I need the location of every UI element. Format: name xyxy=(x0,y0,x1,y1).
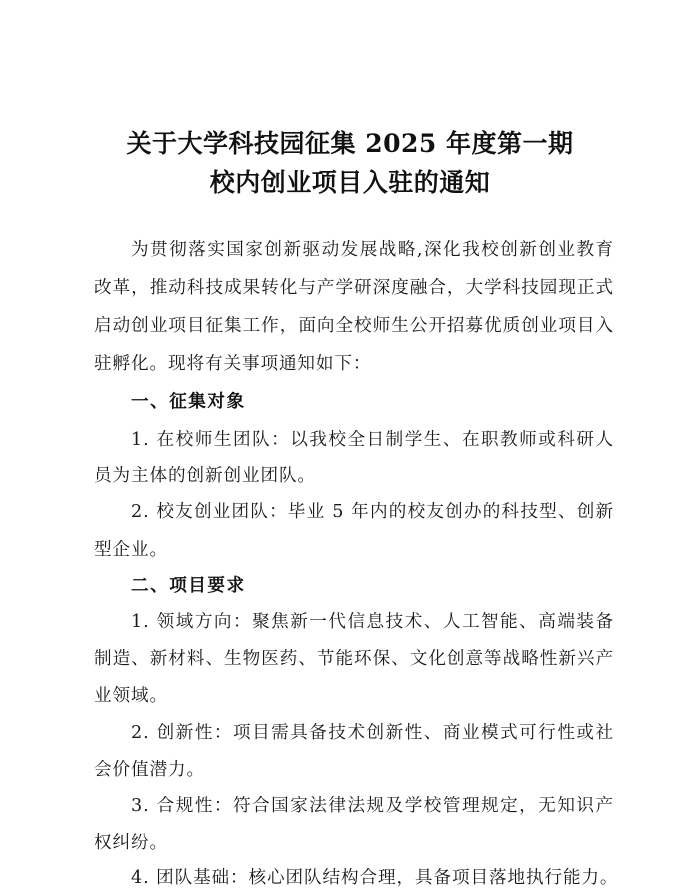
section1-item2-line-1: 2. 校友创业团队：毕业 5 年内的校友创办的科技型、创新 xyxy=(131,502,614,522)
intro-line-3: 启动创业项目征集工作，面向全校师生公开招募优质创业项目入 xyxy=(94,316,614,336)
section-heading-1: 一、征集对象 xyxy=(131,391,246,412)
document-title-line-1: 关于大学科技园征集 2025 年度第一期 xyxy=(126,129,574,158)
section2-item3-line-2: 权纠纷。 xyxy=(94,833,168,853)
section2-item2-line-1: 2. 创新性：项目需具备技术创新性、商业模式可行性或社 xyxy=(131,723,614,743)
section2-item3-line-1: 3. 合规性：符合国家法律法规及学校管理规定，无知识产 xyxy=(131,796,614,816)
document-title-line-2: 校内创业项目入驻的通知 xyxy=(209,168,491,197)
section2-item1-line-2: 制造、新材料、生物医药、节能环保、文化创意等战略性新兴产 xyxy=(94,649,614,669)
section2-item2-line-2: 会价值潜力。 xyxy=(94,760,205,780)
intro-line-2: 改革，推动科技成果转化与产学研深度融合，大学科技园现正式 xyxy=(94,278,614,298)
section2-item4-line-1: 4. 团队基础：核心团队结构合理，具备项目落地执行能力。 xyxy=(131,868,619,888)
section-heading-2: 二、项目要求 xyxy=(131,575,246,596)
section2-item1-line-3: 业领域。 xyxy=(94,686,168,706)
intro-line-1: 为贯彻落实国家创新驱动发展战略,深化我校创新创业教育 xyxy=(131,240,614,260)
section2-item1-line-1: 1. 领域方向：聚焦新一代信息技术、人工智能、高端装备 xyxy=(131,612,614,632)
section1-item1-line-1: 1. 在校师生团队：以我校全日制学生、在职教师或科研人 xyxy=(131,430,614,450)
section1-item1-line-2: 员为主体的创新创业团队。 xyxy=(94,466,316,486)
intro-line-4: 驻孵化。现将有关事项通知如下： xyxy=(94,354,372,374)
section1-item2-line-2: 型企业。 xyxy=(94,540,168,560)
